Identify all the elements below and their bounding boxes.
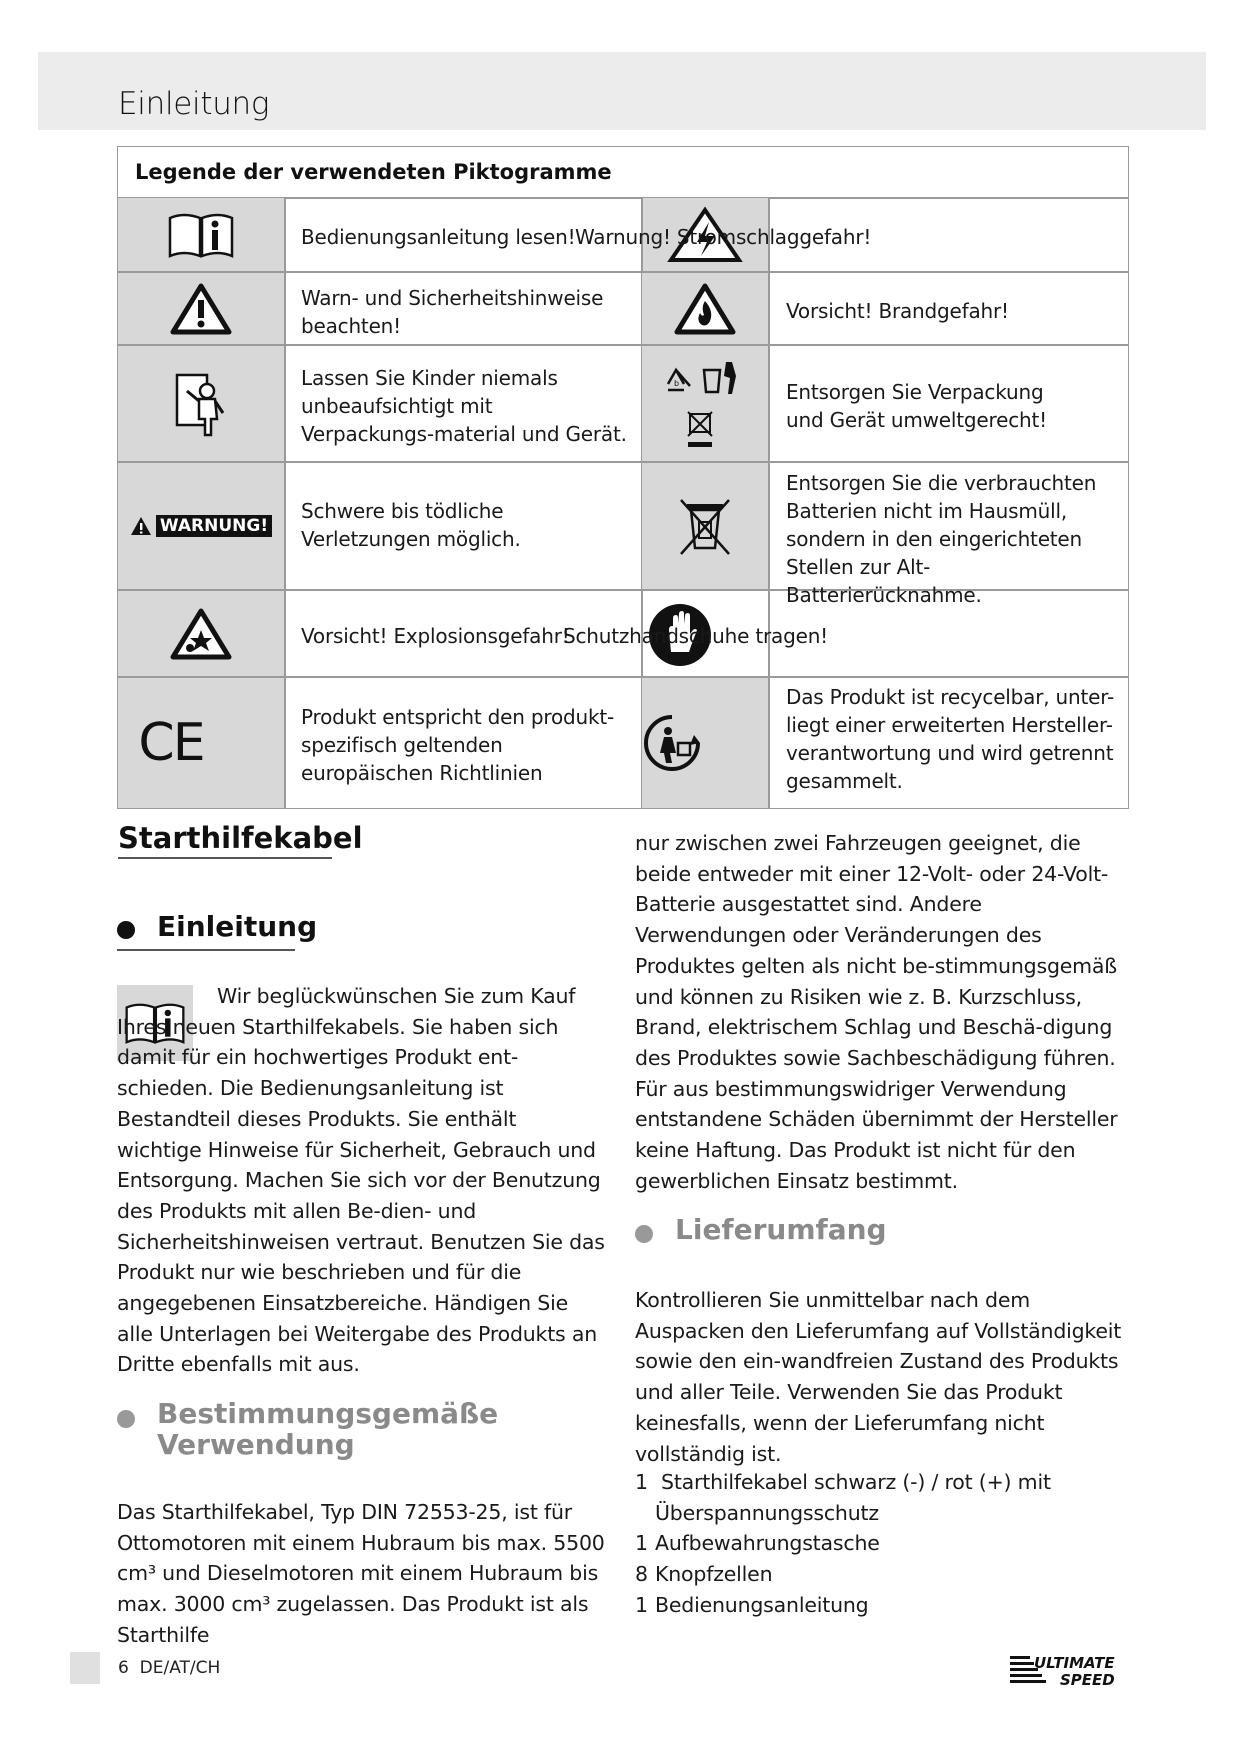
legend-icon-cell: [118, 273, 284, 344]
legend-icon-cell: [118, 678, 284, 808]
usage-heading: [157, 1398, 498, 1460]
legend-col-line: [284, 198, 286, 809]
heading-underline: [117, 949, 295, 951]
delivery-item: 8 Knopfzellen: [635, 1562, 773, 1587]
delivery-item: 1 Aufbewahrungstasche: [635, 1531, 880, 1556]
section-bullet: [117, 1410, 135, 1428]
legend-text: Vorsicht! Explosionsgefahr!: [301, 624, 570, 648]
legend-text: Entsorgen Sie Verpackung und Gerät umweltgerecht!: [786, 380, 1047, 432]
usage-paragraph-right: nur zwischen zwei Fahrzeugen geeignet, die beide entweder mit einer 12-Volt- oder 24-Volt-Batterie ausgestattet sind. Andere Verwendungen oder Veränderungen des Produktes gelten als nicht be-stimmungsgemäß und können zu Risiken wie z. B. Kurzschluss, Brand, elektrischem Schlag und Beschä-digung des Produktes sowie Sachbeschädigung führen. Für aus bestimmungswidriger Verwendung entstandene Schäden übernimmt der Hersteller keine Haftung. Das Produkt ist nicht für den gewerblichen Einsatz bestimmt.: [635, 831, 1118, 1193]
delivery-item: 1 Starthilfekabel schwarz (-) / rot (+) mit: [635, 1470, 1051, 1494]
brand-line1: ULTIMATE: [1034, 1654, 1115, 1672]
legend-text: Warnung! Stromschlaggefahr!: [575, 225, 872, 249]
legend-text: Das Produkt ist recycelbar, unter-liegt einer erweiterten Hersteller-verantwortung und wird getrennt gesammelt.: [786, 685, 1115, 793]
svg-text:b: b: [674, 378, 680, 388]
delivery-item: Überspannungsschutz: [655, 1500, 879, 1525]
legend-icon-cell: [642, 678, 768, 808]
legend-icon-cell: [118, 591, 284, 676]
recyclable-product-icon: [642, 713, 702, 773]
usage-paragraph-left: Das Starthilfekabel, Typ DIN 72553-25, ist für Ottomotoren mit einem Hubraum bis max. 5500 cm³ und Dieselmotoren mit einem Hubraum bis max. 3000 cm³ zugelassen. Das Produkt ist als Starthilfe: [117, 1500, 605, 1647]
explosion-warning-icon: [170, 608, 232, 660]
legend-title: Legende der verwendeten Piktogramme: [135, 160, 612, 184]
page-header-title: Einleitung: [118, 86, 270, 122]
legend-text: Vorsicht! Brandgefahr!: [786, 299, 1009, 323]
brand-logo: [1010, 1650, 1130, 1690]
ce-mark-icon: CE: [138, 713, 204, 773]
legend-icon-cell: [118, 463, 284, 589]
footer-page-info: [118, 1658, 220, 1678]
section-bullet: [635, 1225, 653, 1243]
manual-info-icon: [166, 210, 236, 260]
legend-text: Warn- und Sicherheitshinweise beachten!: [301, 286, 604, 338]
section-bullet: [117, 921, 135, 939]
footer-locale: DE/AT/CH: [139, 1658, 221, 1678]
legend-col-line: [768, 198, 770, 809]
legend-icon-cell: [118, 346, 284, 461]
usage-heading-line1: Bestimmungsgemäße: [157, 1397, 499, 1430]
fire-warning-icon: [674, 283, 736, 335]
delivery-item: 1 Bedienungsanleitung: [635, 1592, 869, 1617]
intro-heading: Einleitung: [157, 910, 318, 943]
brand-line2: SPEED: [1060, 1671, 1115, 1689]
delivery-list: [635, 1467, 1133, 1621]
warnung-label: WARNUNG!: [156, 515, 272, 537]
legend-text: Lassen Sie Kinder niemals unbeaufsichtigt mit Verpackungs-material und Gerät.: [301, 366, 627, 446]
legend-icon-cell: [642, 346, 768, 461]
legend-icon-cell: [642, 273, 768, 344]
legend-text: Produkt entspricht den produkt-spezifisch geltenden europäischen Richtlinien: [301, 705, 615, 785]
crossed-bin-battery-icon: [677, 496, 733, 556]
title-underline: [118, 857, 332, 859]
warning-triangle-icon: [170, 283, 232, 335]
legend-text: Bedienungsanleitung lesen!: [301, 225, 576, 249]
warnung-label-icon: [130, 515, 272, 537]
legend-icon-cell: [118, 198, 284, 271]
child-packaging-icon: [173, 369, 229, 439]
legend-text: Entsorgen Sie die verbrauchten Batterien nicht im Hausmüll, sondern in den eingerichteten Stellen zur Alt-Batterierücknahme.: [786, 471, 1097, 607]
page-number: 6: [118, 1658, 129, 1678]
legend-text: Schwere bis tödliche Verletzungen möglich.: [301, 499, 521, 551]
delivery-heading: Lieferumfang: [675, 1213, 887, 1246]
legend-icon-cell: [642, 463, 768, 589]
legend-text: Schutzhandschuhe tragen!: [563, 624, 829, 648]
usage-heading-line2: Verwendung: [157, 1428, 355, 1461]
footer-marker: [70, 1652, 100, 1684]
delivery-paragraph: Kontrollieren Sie unmittelbar nach dem Auspacken den Lieferumfang auf Vollständigkeit sowie den ein-wandfreien Zustand des Produkts und aller Teile. Verwenden Sie das Produkt keinesfalls, wenn der Lieferumfang nicht vollständig ist.: [635, 1288, 1122, 1466]
article-title: Starthilfekabel: [118, 821, 363, 855]
intro-paragraph: Wir beglückwünschen Sie zum Kauf Ihres neuen Starthilfekabels. Sie haben sich damit für ein hochwertiges Produkt ent-schieden. Die Bedienungsanleitung ist Bestandteil dieses Produkts. Sie enthält wichtige Hinweise für Sicherheit, Gebrauch und Entsorgung. Machen Sie sich vor der Benutzung des Produkts mit allen Be-dien- und Sicherheitshinweisen vertraut. Benutzen Sie das Produkt nur wie beschrieben und für die angegebenen Einsatzbereiche. Händigen Sie alle Unterlagen bei Weitergabe des Produkts an Dritte ebenfalls mit aus.: [117, 984, 605, 1377]
recycling-disposal-icon: [660, 356, 750, 452]
